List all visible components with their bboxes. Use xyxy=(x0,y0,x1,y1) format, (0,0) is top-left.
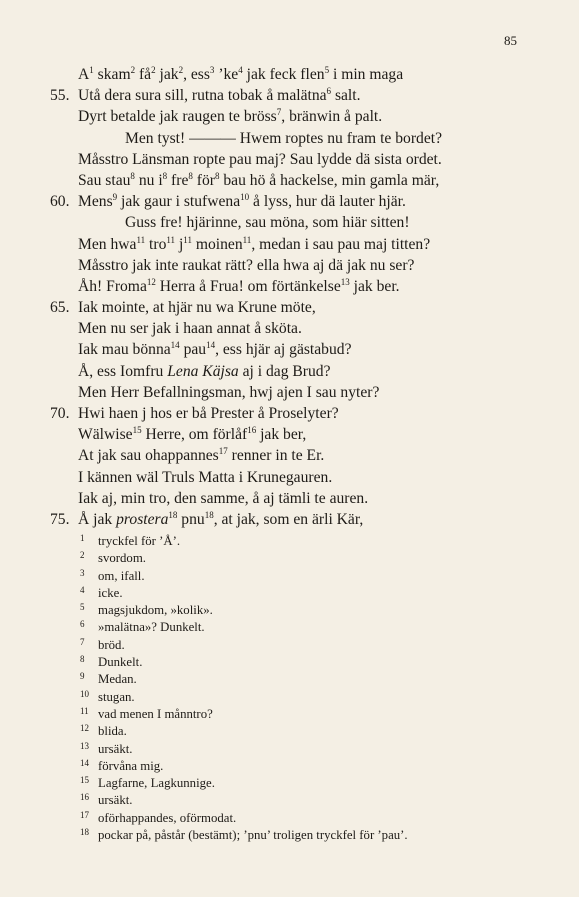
poem-line xyxy=(0,467,579,488)
line-text: Men Herr Befallningsman, hwj ajen I sau nyter? xyxy=(78,383,380,401)
line-text: $A^1$ skam$^2$ $få^2$ jak$^2$, ess$^3$ $’ke^4$ jak feck flen$^5$ i min maga xyxy=(78,64,404,83)
footnote-marker: 11 xyxy=(80,705,89,716)
poem-line xyxy=(0,212,579,233)
line-text: Måsstro jak inte raukat rätt? ella hwa aj dä jak nu ser? xyxy=(78,256,415,274)
poem-line xyxy=(0,85,579,106)
footnote xyxy=(0,533,579,550)
footnote xyxy=(0,550,579,567)
poem-line xyxy=(0,488,579,509)
footnote-text: om, ifall. xyxy=(98,568,145,583)
footnote-marker: 12 xyxy=(80,723,89,734)
poem-line xyxy=(0,509,579,530)
poem-line xyxy=(0,64,579,85)
poem-line xyxy=(0,339,579,360)
line-number: 55. xyxy=(50,87,70,105)
footnote-text: oförhappandes, oförmodat. xyxy=(98,810,237,825)
line-text: Men tyst! ——— Hwem roptes nu fram te bordet? xyxy=(125,129,442,147)
poem-line xyxy=(0,297,579,318)
footnotes xyxy=(0,533,579,844)
poem-line xyxy=(0,149,579,170)
footnote-text: pockar på, påstår (bestämt); ’pnu’ troligen tryckfel för ’pau’. xyxy=(98,828,408,843)
footnote xyxy=(0,654,579,671)
poem-text xyxy=(0,64,579,530)
poem-line xyxy=(0,445,579,466)
footnote-text: svordom. xyxy=(98,551,146,566)
footnote-text: bröd. xyxy=(98,637,125,652)
footnote-text: ursäkt. xyxy=(98,741,133,756)
footnote-marker: 1 xyxy=(80,533,85,543)
footnote-text: Lagfarne, Lagkunnige. xyxy=(98,776,215,791)
poem-line xyxy=(0,128,579,149)
poem-line xyxy=(0,106,579,127)
poem-line xyxy=(0,424,579,445)
page-number: 85 xyxy=(504,33,517,48)
footnote-text: tryckfel för ’Å’. xyxy=(98,534,181,548)
footnote-marker: 17 xyxy=(80,809,89,820)
line-text: Men nu ser jak i haan annat å sköta. xyxy=(78,320,302,338)
footnote-marker: 8 xyxy=(80,654,85,665)
footnote-text: förvåna mig. xyxy=(98,758,164,773)
line-text: Utå dera sura sill, rutna tobak å malätna$^6$ salt. xyxy=(78,86,361,105)
line-text: Wälwise$^{15}$ Herre, om förlåf$^{16}$ jak ber, xyxy=(78,425,307,444)
poem-line xyxy=(0,276,579,297)
footnote-marker: 18 xyxy=(80,827,89,838)
line-text: Hwi haen j hos er bå Prester å Proselyter? xyxy=(78,405,339,422)
footnote-marker: 14 xyxy=(80,757,89,768)
line-text: Sau stau$^8$ nu $i^8$ fre$^8$ för$^8$ bau hö å hackelse, min gamla mär, xyxy=(78,170,440,189)
line-text: Men hwa$^{11}$ tro$^{11}$ $j^{11}$ moinen$^{11}$, medan i sau pau maj titten? xyxy=(78,234,431,253)
poem-line xyxy=(0,318,579,339)
line-number: 60. xyxy=(50,193,70,211)
line-text: Iak mointe, at hjär nu wa Krune möte, xyxy=(78,299,316,317)
line-text: Åh! Froma$^{12}$ Herra å Frua! om förtänkelse$^{13}$ jak ber. xyxy=(78,276,400,295)
line-text: Iak aj, min tro, den samme, å aj tämli te auren. xyxy=(78,489,369,507)
line-text: Å jak prostera$^{18}$ pnu$^{18}$, at jak, som en ärli Kär, xyxy=(78,509,364,528)
footnote-text: ursäkt. xyxy=(98,793,133,808)
poem-line xyxy=(0,382,579,403)
poem-line xyxy=(0,255,579,276)
footnote-text: Dunkelt. xyxy=(98,655,143,670)
poem-line xyxy=(0,170,579,191)
line-text: Å, ess Iomfru Lena Käjsa aj i dag Brud? xyxy=(78,362,331,380)
footnote-text: stugan. xyxy=(98,689,135,704)
footnote-marker: 16 xyxy=(80,792,89,803)
footnote-text: icke. xyxy=(98,585,123,600)
footnote xyxy=(0,602,579,619)
footnote-text: magsjukdom, »kolik». xyxy=(98,603,213,618)
footnote xyxy=(0,585,579,602)
line-number: 70. xyxy=(50,405,70,422)
line-number: 75. xyxy=(50,510,70,528)
footnote-marker: 2 xyxy=(80,550,85,561)
footnote xyxy=(0,637,579,654)
footnote-marker: 5 xyxy=(80,602,85,613)
line-text: Måsstro Länsman ropte pau maj? Sau lydde dä sista ordet. xyxy=(78,150,442,168)
footnote-text: blida. xyxy=(98,724,127,739)
footnote-marker: 13 xyxy=(80,740,89,751)
line-text: Iak mau bönna$^{14}$ pau$^{14}$, ess hjär aj gästabud? xyxy=(78,340,352,359)
footnote xyxy=(0,827,579,844)
line-text: Guss fre! hjärinne, sau möna, som hiär sitten! xyxy=(125,214,410,232)
poem-line xyxy=(0,234,579,255)
line-text: Mens$^9$ jak gaur i stufwena$^{10}$ å lyss, hur dä lauter hjär. xyxy=(78,191,406,211)
line-text: At jak sau ohappannes$^{17}$ renner in te Er. xyxy=(78,446,325,465)
line-text: Dyrt betalde jak raugen te bröss$^7$, bränwin å palt. xyxy=(78,107,383,126)
footnote-text: »malätna»? Dunkelt. xyxy=(98,620,205,635)
footnote-marker: 6 xyxy=(80,619,85,630)
footnote xyxy=(0,568,579,585)
footnote-marker: 15 xyxy=(80,775,89,786)
footnote-marker: 4 xyxy=(80,584,85,595)
footnote-marker: 9 xyxy=(80,671,85,682)
poem-line xyxy=(0,361,579,382)
footnote-text: Medan. xyxy=(98,672,137,687)
footnote xyxy=(0,619,579,636)
footnote-marker: 10 xyxy=(80,688,89,699)
footnote-text: vad menen I månntro? xyxy=(98,706,213,721)
poem-line xyxy=(0,403,579,424)
footnote-marker: 3 xyxy=(80,567,85,578)
poem-line xyxy=(0,191,579,212)
line-number: 65. xyxy=(50,299,70,317)
footnote-marker: 7 xyxy=(80,636,85,647)
line-text: I kännen wäl Truls Matta i Krunegauren. xyxy=(78,468,333,486)
